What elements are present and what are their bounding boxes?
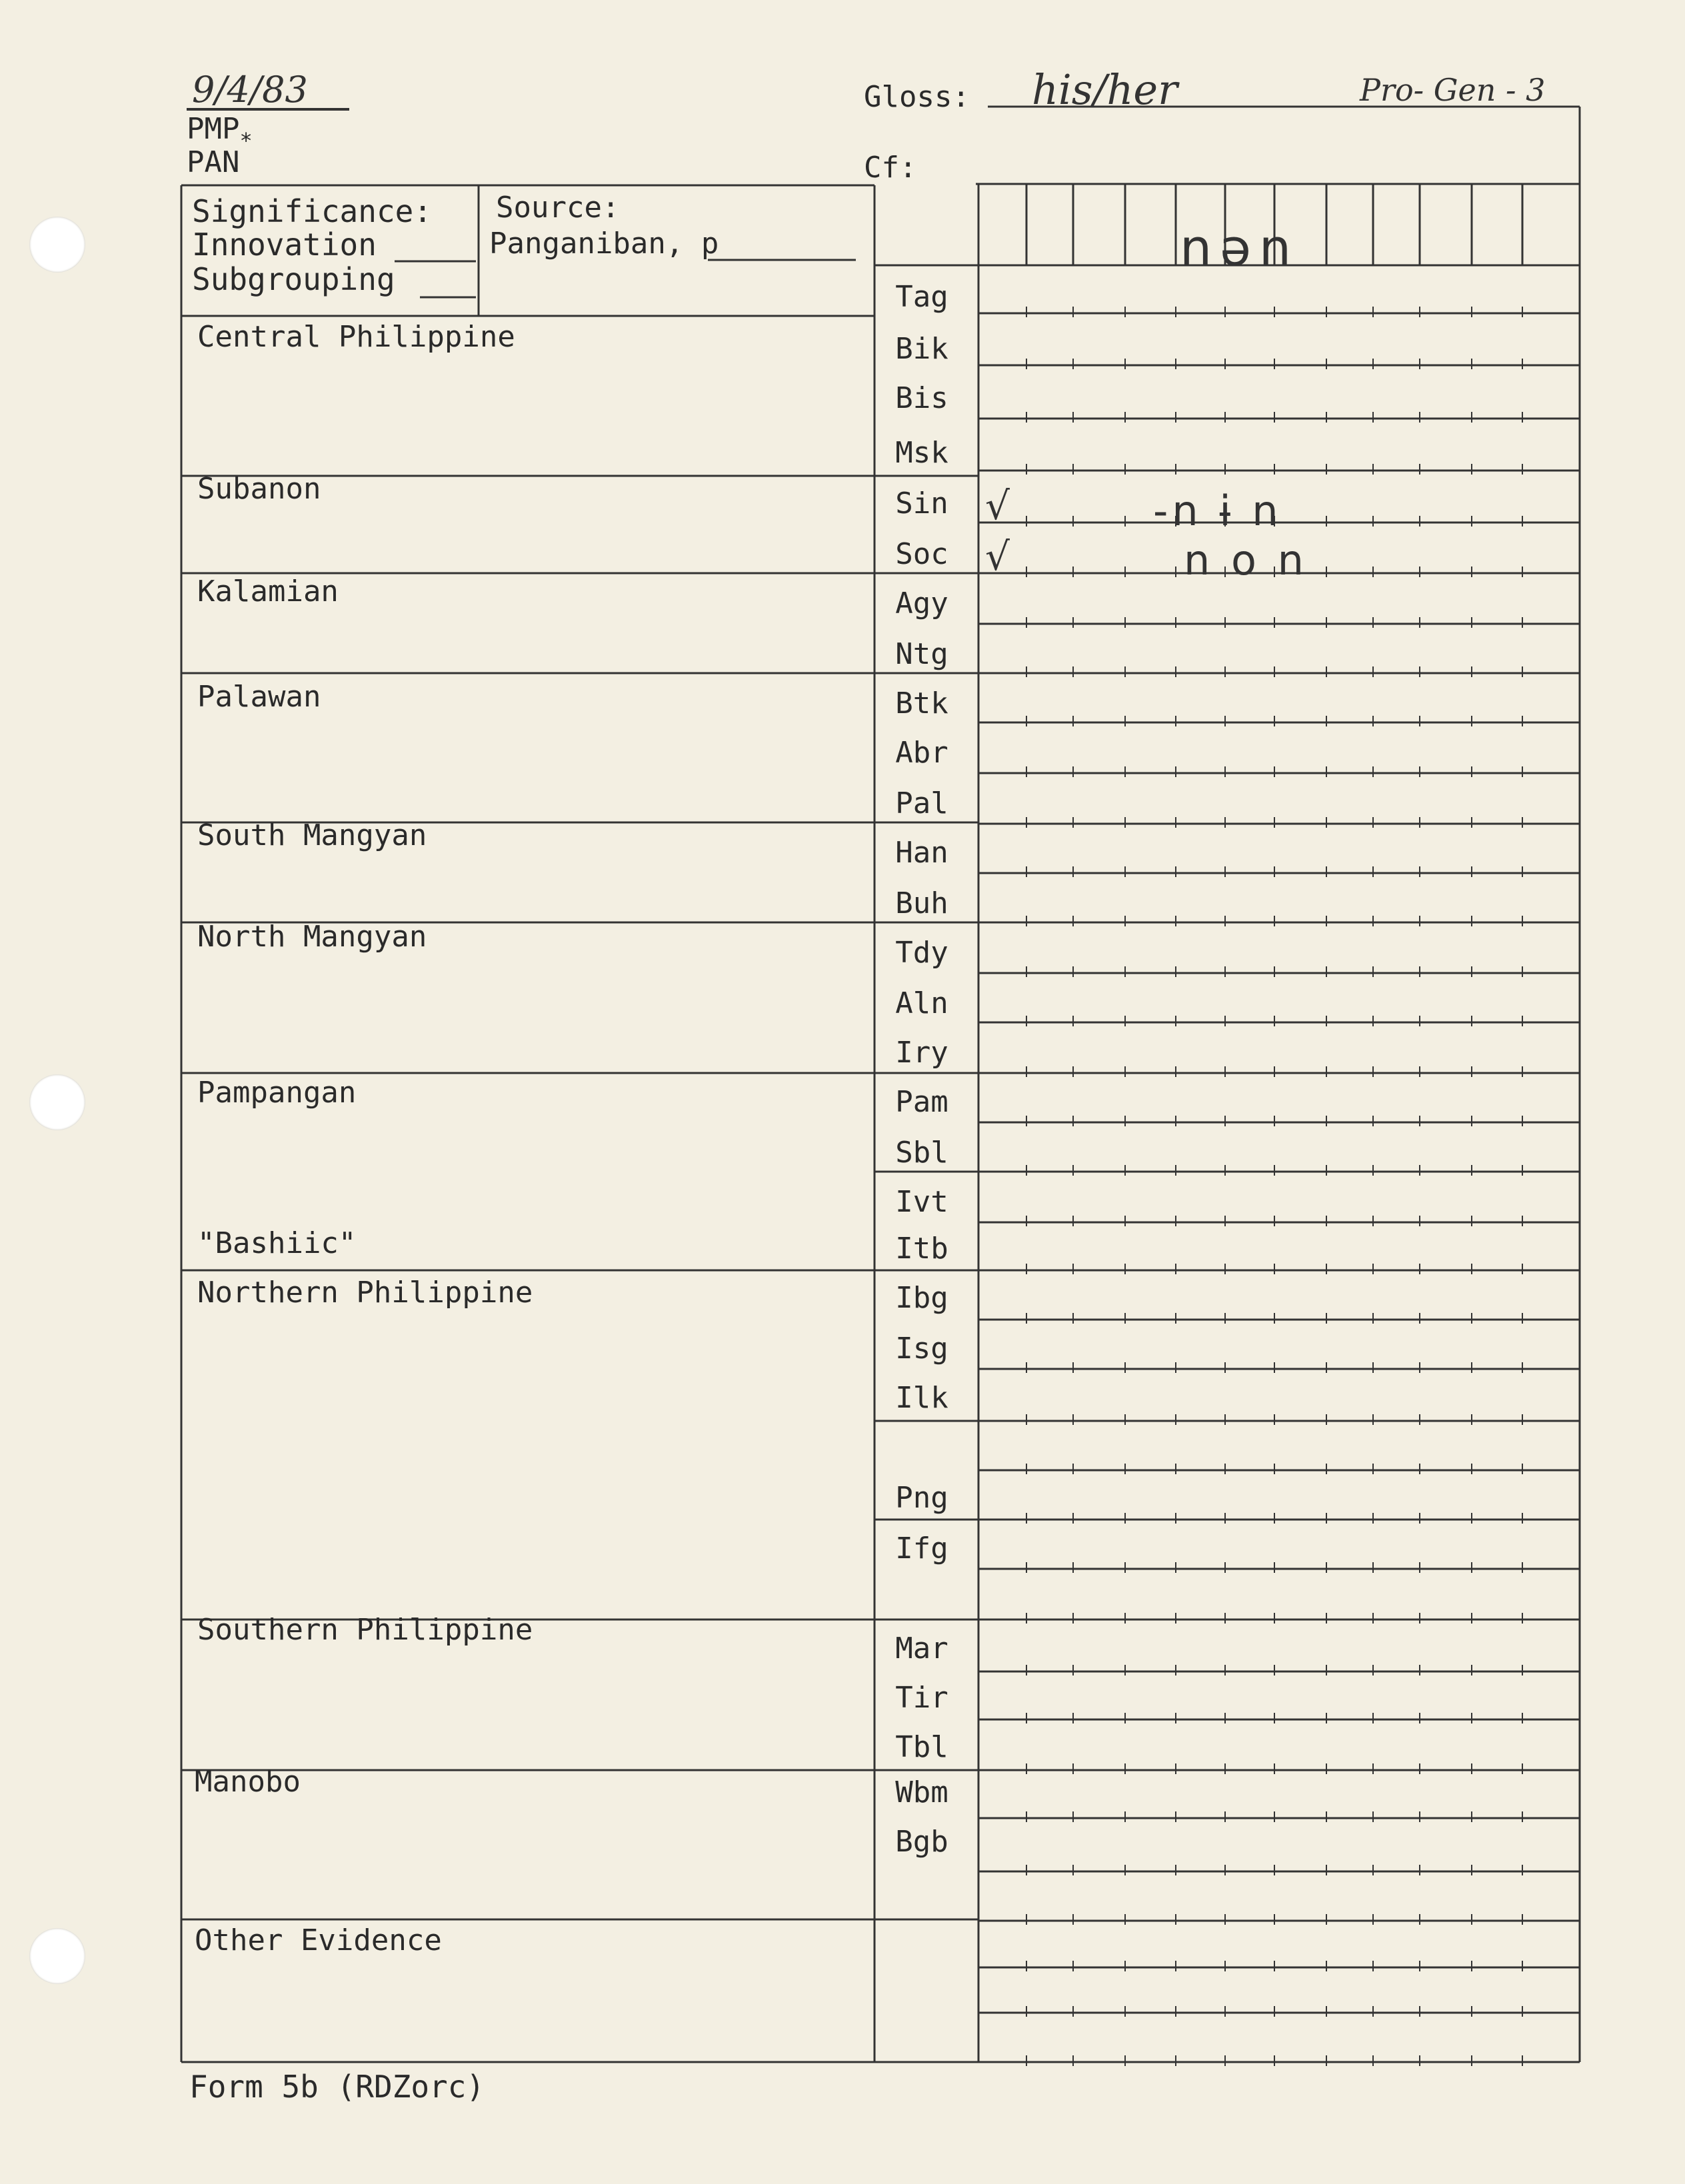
lang-btk: Btk xyxy=(895,686,948,720)
lang-tdy: Tdy xyxy=(895,936,948,970)
lang-itb: Itb xyxy=(895,1232,948,1266)
cf-label: Cf: xyxy=(864,151,917,185)
lang-ilk: Ilk xyxy=(895,1381,948,1415)
date: 9/4/83 xyxy=(192,69,308,111)
group-kalamian: Kalamian xyxy=(197,574,339,608)
lang-msk: Msk xyxy=(895,436,948,470)
lang-mar: Mar xyxy=(895,1632,948,1665)
source-value: Panganiban, p xyxy=(489,227,719,261)
lang-ifg: Ifg xyxy=(895,1532,948,1566)
lang-isg: Isg xyxy=(895,1332,948,1366)
group-other-evidence: Other Evidence xyxy=(195,1923,442,1957)
group-south-mangyan: South Mangyan xyxy=(197,818,427,852)
group-subanon: Subanon xyxy=(197,472,321,506)
lang-bis: Bis xyxy=(895,381,948,415)
lang-tbl: Tbl xyxy=(895,1730,948,1764)
significance-label: Significance: xyxy=(192,193,433,229)
group-southern-philippine: Southern Philippine xyxy=(197,1613,533,1647)
lang-sin: Sin xyxy=(895,487,948,521)
source-label: Source: xyxy=(496,191,620,225)
subgrouping-label: Subgrouping xyxy=(192,261,395,297)
lang-tag: Tag xyxy=(895,280,948,314)
innovation-label: Innovation xyxy=(192,227,377,263)
lang-han: Han xyxy=(895,836,948,870)
lang-tir: Tir xyxy=(895,1681,948,1715)
group-north-mangyan: North Mangyan xyxy=(197,920,427,954)
gloss-label: Gloss: xyxy=(864,80,970,114)
lang-abr: Abr xyxy=(895,736,948,770)
lang-ivt: Ivt xyxy=(895,1185,948,1219)
lang-aln: Aln xyxy=(895,986,948,1020)
lang-ntg: Ntg xyxy=(895,637,948,671)
group-bashiic: "Bashiic" xyxy=(197,1226,357,1260)
category-code: Pro- Gen - 3 xyxy=(1360,72,1546,108)
sin-check-mark: √ xyxy=(985,483,1010,529)
soc-form: n o n xyxy=(1184,536,1308,584)
group-central-philippine: Central Philippine xyxy=(197,320,515,354)
form-label: Form 5b (RDZorc) xyxy=(189,2069,485,2105)
pan-label: PAN xyxy=(187,145,240,179)
lang-iry: Iry xyxy=(895,1036,948,1070)
pmp-asterisk: * xyxy=(239,128,253,153)
lang-ibg: Ibg xyxy=(895,1281,948,1315)
gloss-value: his/her xyxy=(1032,65,1178,114)
lang-pam: Pam xyxy=(895,1085,948,1119)
lang-wbm: Wbm xyxy=(895,1775,948,1809)
lang-buh: Buh xyxy=(895,886,948,920)
lang-sbl: Sbl xyxy=(895,1136,948,1170)
lang-soc: Soc xyxy=(895,537,948,571)
lang-pal: Pal xyxy=(895,786,948,820)
group-manobo: Manobo xyxy=(195,1765,301,1799)
lang-png: Png xyxy=(895,1481,948,1515)
group-northern-philippine: Northern Philippine xyxy=(197,1276,533,1310)
group-palawan: Palawan xyxy=(197,680,321,714)
reconstruction-form: nən xyxy=(1180,218,1300,277)
soc-check-mark: √ xyxy=(985,534,1010,579)
sin-form: -n ɨ n xyxy=(1153,487,1282,535)
group-pampangan: Pampangan xyxy=(197,1076,357,1110)
pmp-text: PMP xyxy=(187,112,240,146)
lang-bgb: Bgb xyxy=(895,1825,948,1859)
lang-bik: Bik xyxy=(895,332,948,366)
lang-agy: Agy xyxy=(895,586,948,620)
